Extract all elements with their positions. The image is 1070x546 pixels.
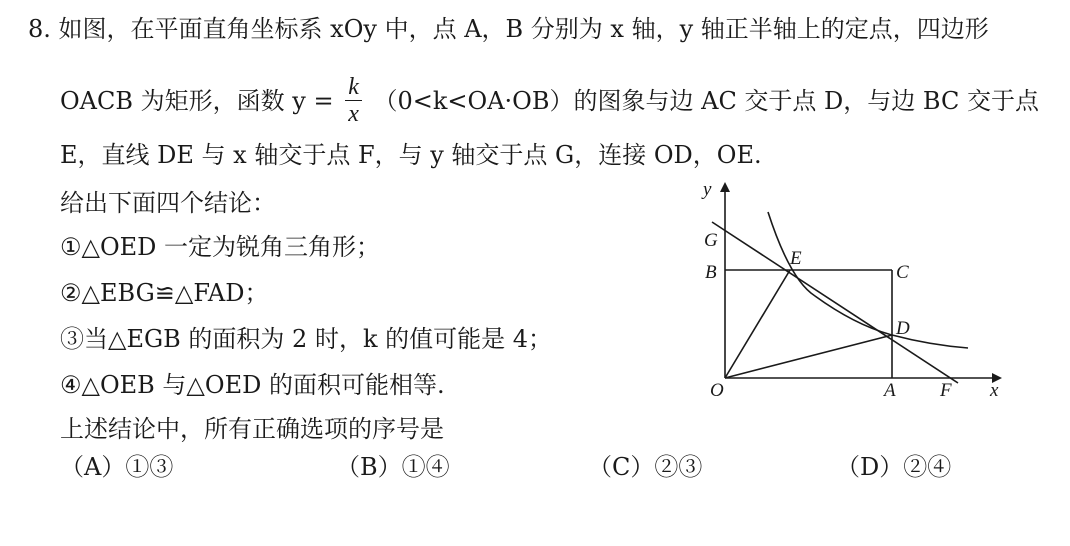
problem-text-2b: （0<k<OA·OB）的图象与边 AC 交于点 D，与边 BC 交于点 <box>373 87 1040 115</box>
label-x: x <box>990 380 999 401</box>
conclusion-3-text: ③当△EGB 的面积为 2 时，k 的值可能是 4； <box>60 325 553 353</box>
fraction-numerator: k <box>345 74 362 101</box>
label-g: G <box>704 230 718 251</box>
problem-text-1: 如图，在平面直角坐标系 xOy 中，点 A，B 分别为 x 轴，y 轴正半轴上的定点，四边形 <box>58 15 989 43</box>
fraction-denominator: x <box>348 101 359 127</box>
line-gf <box>712 222 958 383</box>
option-a-value: ①③ <box>125 453 174 481</box>
label-e: E <box>790 248 802 269</box>
problem-text-3: E，直线 DE 与 x 轴交于点 F，与 y 轴交于点 G，连接 OD，OE. <box>60 141 762 169</box>
label-y: y <box>703 179 712 200</box>
conclusion-2-text: ②△EBG≌△FAD； <box>60 279 269 307</box>
conclusion-4-text: ④△OEB 与△OED 的面积可能相等. <box>60 371 445 399</box>
segment-oe <box>725 270 790 378</box>
label-o: O <box>710 380 724 401</box>
option-b-value: ①④ <box>401 453 450 481</box>
label-a: A <box>884 380 896 401</box>
option-b-label: （B） <box>336 453 402 481</box>
hyperbola-curve <box>768 212 968 348</box>
problem-text-4: 给出下面四个结论： <box>60 189 276 217</box>
option-a-label: （A） <box>60 453 126 481</box>
question-text: 上述结论中，所有正确选项的序号是 <box>60 415 444 443</box>
option-c-value: ②③ <box>654 453 703 481</box>
label-f: F <box>940 380 952 401</box>
label-c: C <box>896 262 909 283</box>
label-d: D <box>896 318 910 339</box>
label-b: B <box>705 262 717 283</box>
conclusion-1-text: ①△OED 一定为锐角三角形； <box>60 233 381 261</box>
option-d-value: ②④ <box>903 453 952 481</box>
option-d-label: （D） <box>836 453 904 481</box>
problem-text-2a: OACB 为矩形，函数 y = <box>60 87 334 115</box>
problem-number: 8. <box>28 15 51 43</box>
option-c-label: （C） <box>588 453 655 481</box>
segment-od <box>725 335 892 378</box>
